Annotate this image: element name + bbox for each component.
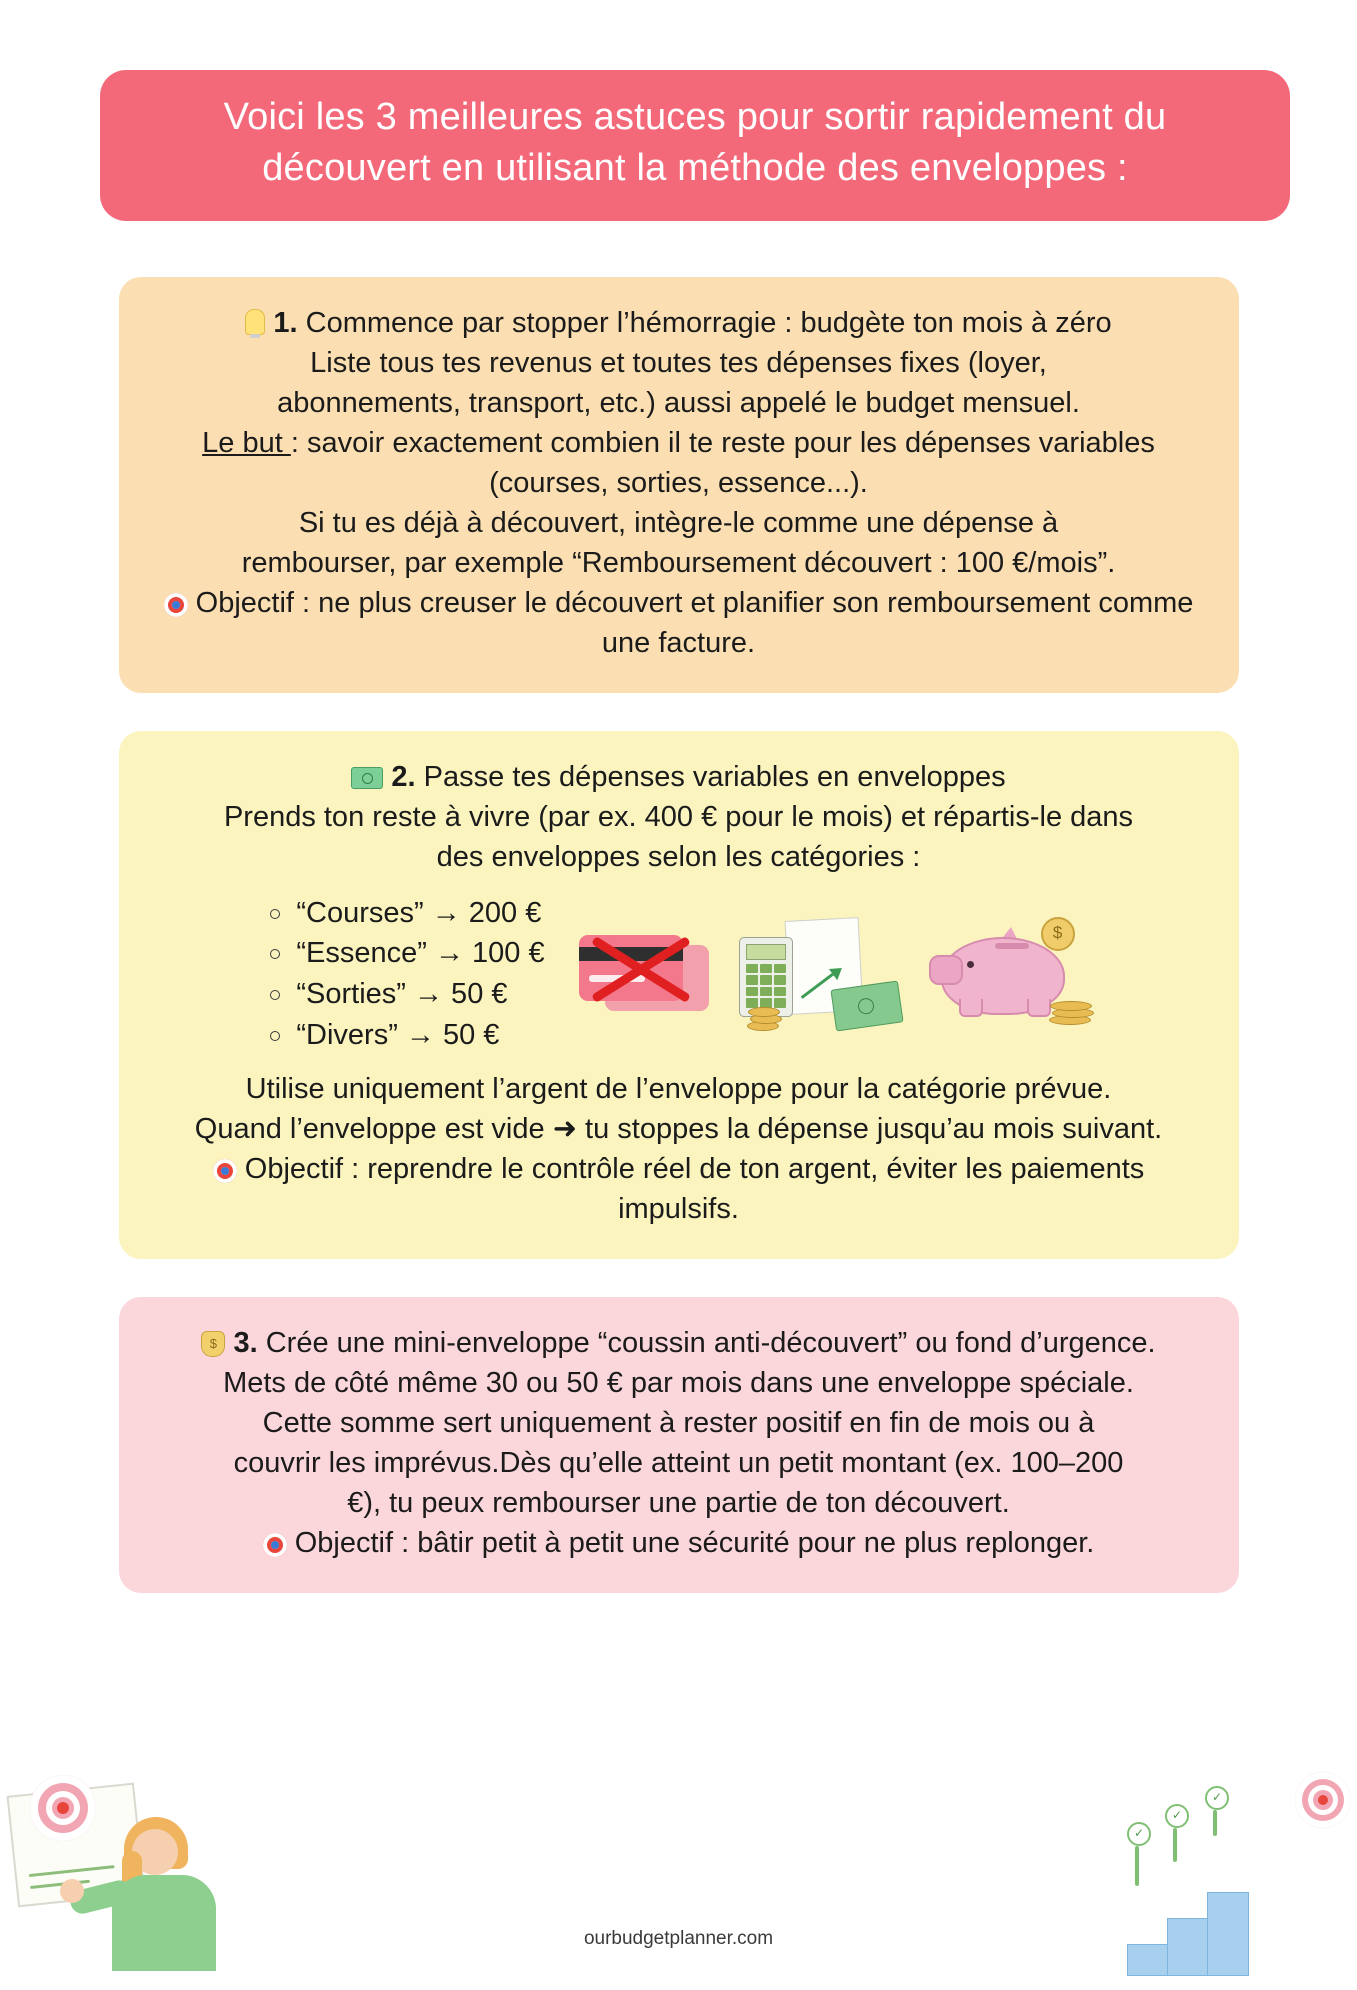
vine-stem	[1213, 1810, 1217, 1836]
tip-1-objective-line	[153, 583, 1205, 663]
tip-1-highlight-line	[153, 423, 1205, 503]
vine-stem	[1173, 1828, 1177, 1862]
piggy-eye	[967, 961, 974, 968]
envelope-item: “Divers” → 50 €	[266, 1015, 544, 1056]
tip-3-title: Crée une mini-enveloppe “coussin anti-découvert” ou fond d’urgence.	[265, 1327, 1156, 1360]
tip-3-body-line-1: Mets de côté même 30 ou 50 € par mois dans une enveloppe spéciale.	[223, 1367, 1134, 1400]
tip-2-title: Passe tes dépenses variables en enveloppes	[423, 760, 1006, 793]
check-icon: ✓	[1205, 1786, 1229, 1810]
tip-1-extra-line-1: Si tu es déjà à découvert, intègre-le comme une dépense à	[298, 506, 1059, 539]
tip-2-after-line-1: Utilise uniquement l’argent de l’enveloppe pour la catégorie prévue.	[245, 1073, 1112, 1106]
tip-1-body-line-1: Liste tous tes revenus et toutes tes dépenses fixes (loyer,	[310, 346, 1047, 379]
footer	[0, 1760, 1357, 1990]
tip-2-number: 2.	[391, 760, 416, 793]
envelope-list-row	[153, 893, 1205, 1055]
target-icon	[263, 1533, 287, 1557]
gold-coin-icon: $	[1041, 917, 1075, 951]
tip-1-number: 1.	[273, 306, 298, 339]
tip-1-highlight-rest: : savoir exactement combien il te reste pour les dépenses variables (courses, sorties, essence...).	[290, 426, 1155, 499]
target-icon	[1295, 1772, 1351, 1828]
tip-3-body-line-4: €), tu peux rembourser une partie de ton découvert.	[347, 1487, 1010, 1520]
tip-2-body-line-1: Prends ton reste à vivre (par ex. 400 € pour le mois) et répartis-le dans	[223, 800, 1134, 833]
target-icon	[213, 1159, 237, 1183]
tip-3-number: 3.	[233, 1327, 258, 1360]
money-bills-icon	[351, 767, 383, 789]
illustration-group	[579, 917, 1101, 1031]
tip-2-objective-line	[153, 1149, 1205, 1229]
calculator-keys	[746, 964, 786, 1008]
tip-3-objective: Objectif : bâtir petit à petit une sécurité pour ne plus replonger.	[294, 1527, 1095, 1560]
tip-1-body-line-2: abonnements, transport, etc.) aussi appelé le budget mensuel.	[277, 386, 1080, 419]
tip-2-body-line-2: des enveloppes selon les catégories :	[436, 840, 921, 873]
target-icon	[30, 1775, 96, 1841]
piggy-coin-slot	[995, 943, 1029, 949]
check-icon: ✓	[1165, 1804, 1189, 1828]
tip-3-objective-line	[153, 1523, 1205, 1563]
tip-2-title-line	[153, 757, 1205, 797]
header-banner	[100, 70, 1290, 221]
piggy-bank-illustration	[923, 917, 1101, 1031]
tip-2-after-line-2: Quand l’enveloppe est vide ➜ tu stoppes la dépense jusqu’au mois suivant.	[194, 1113, 1163, 1146]
envelope-item: “Courses” → 200 €	[266, 893, 544, 934]
tip-card-2	[119, 731, 1239, 1259]
header-title-line-2: découvert en utilisant la méthode des enveloppes :	[262, 147, 1128, 190]
infographic-page	[0, 70, 1357, 1990]
lightbulb-icon	[245, 309, 265, 335]
tip-1-extra-line-2: rembourser, par exemple “Remboursement découvert : 100 €/mois”.	[241, 546, 1116, 579]
envelope-item: “Essence” → 100 €	[266, 933, 544, 974]
header-title-line-1: Voici les 3 meilleures astuces pour sortir rapidement du	[223, 96, 1167, 138]
target-icon	[164, 593, 188, 617]
banknotes-icon	[830, 980, 903, 1031]
envelope-item: “Sorties” → 50 €	[266, 974, 544, 1015]
stairs-growth-target-illustration	[1121, 1772, 1351, 1982]
person-hand	[60, 1879, 84, 1903]
money-bag-icon	[201, 1331, 225, 1357]
site-credit: ourbudgetplanner.com	[583, 1928, 774, 1949]
coin-stack-icon	[1049, 999, 1095, 1025]
coin-stack-icon	[747, 1009, 787, 1031]
envelope-list	[256, 893, 544, 1055]
tip-3-body-line-2: Cette somme sert uniquement à rester positif en fin de mois ou à	[262, 1407, 1095, 1440]
crossed-credit-card-illustration	[579, 923, 711, 1031]
piggy-leg	[1027, 999, 1051, 1017]
calculator-chart-cash-illustration	[733, 919, 901, 1031]
tip-2-objective: Objectif : reprendre le contrôle réel de ton argent, éviter les paiements impulsifs.	[244, 1153, 1145, 1226]
calculator-icon	[739, 937, 793, 1017]
tip-1-title: Commence par stopper l’hémorragie : budgète ton mois à zéro	[305, 306, 1112, 339]
tip-3-body-line-3: couvrir les imprévus.Dès qu’elle atteint un petit montant (ex. 100–200	[233, 1447, 1124, 1480]
tip-card-3	[119, 1297, 1239, 1593]
calculator-screen	[746, 944, 786, 960]
tip-1-highlight-label: Le but	[202, 426, 291, 459]
tip-card-1	[119, 277, 1239, 693]
tip-1-objective: Objectif : ne plus creuser le découvert et planifier son remboursement comme une facture.	[195, 586, 1194, 659]
tip-1-title-line	[153, 303, 1205, 343]
tip-3-title-line	[153, 1323, 1205, 1363]
check-icon: ✓	[1127, 1822, 1151, 1846]
piggy-leg	[959, 999, 983, 1017]
vine-stem	[1135, 1846, 1139, 1886]
piggy-snout	[929, 955, 963, 985]
